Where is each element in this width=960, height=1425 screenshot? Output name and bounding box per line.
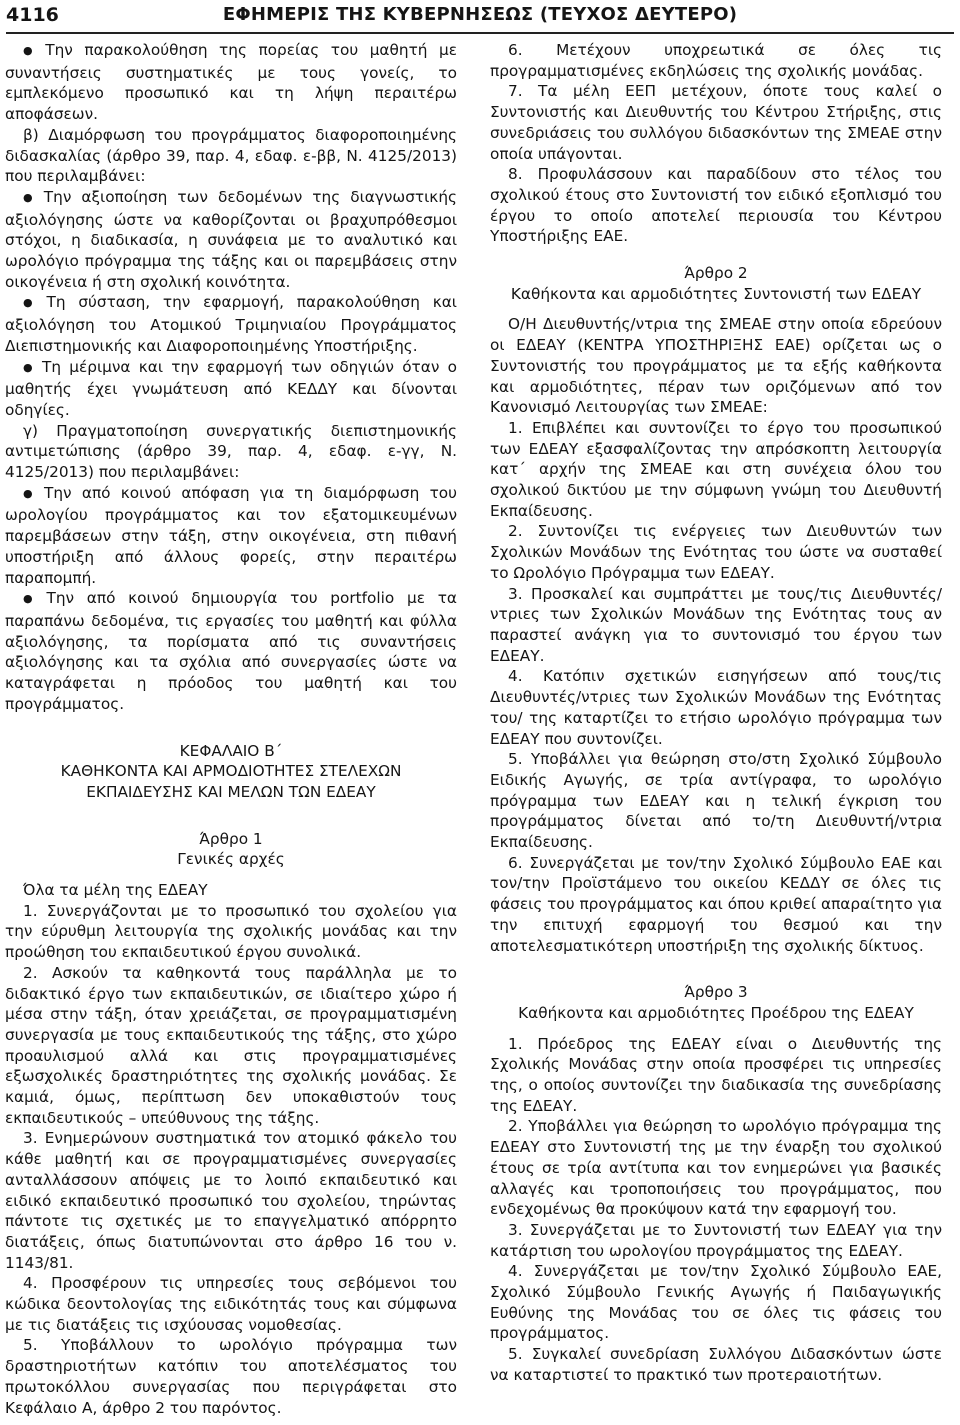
numbered-paragraph: 1. Επιβλέπει και συντονίζει το έργο του προσωπικού των ΕΔΕΑΥ εξασφαλίζοντας την απρόσκοπτη λειτουργία κατ΄ αρχήν της ΣΜΕΑΕ και στη συνέχεια όλου του σχολικού δικτύου με την σύμφωνη γνώμη του Διευθυντή Εκπαίδευσης. <box>490 418 942 520</box>
chapter-title-line: ΕΚΠΑΙΔΕΥΣΗΣ ΚΑΙ ΜΕΛΩΝ ΤΩΝ ΕΔΕΑΥ <box>86 782 376 801</box>
numbered-paragraph: 1. Συνεργάζονται με το προσωπικό του σχολείου για την εύρυθμη λειτουργία της σχολικής μονάδας και την προώθηση του εκπαιδευτικού έργου συνολικά. <box>5 901 457 962</box>
header-divider <box>6 32 954 34</box>
left-column <box>5 40 457 1420</box>
article-title: Καθήκοντα και αρμοδιότητες Προέδρου της ΕΔΕΑΥ <box>518 1003 914 1022</box>
numbered-paragraph: 5. Συγκαλεί συνεδρίαση Συλλόγου Διδασκόντων ώστε να καταρτιστεί το πρακτικό των προτεραιοτήτων. <box>490 1345 942 1384</box>
paragraph: β) Διαμόρφωση του προγράμματος διαφοροποιημένης διδασκαλίας (άρθρο 39, παρ. 4, εδαφ. ε-ββ, Ν. 4125/2013) που περιλαμβάνει: <box>5 125 457 186</box>
bullet-paragraph: ● Την από κοινού απόφαση για τη διαμόρφωση του ωρολογίου προγράμματος και τον εξατομικευμένων παρεμβάσεων στην τάξη, στην οικογένεια, στη πιθανή υποστήριξη από άλλους φορείς, στην περαιτέρω παραπομπή. <box>5 483 457 589</box>
numbered-paragraph: 8. Προφυλάσσουν και παραδίδουν στο τέλος του σχολικού έτους στο Συντονιστή τον ειδικό εξοπλισμό του έργου το οποίο αποτελεί περιουσία του Κέντρου Υποστήριξης ΕΑΕ. <box>490 165 942 246</box>
numbered-paragraph: 3. Ενημερώνουν συστηματικά τον ατομικό φάκελο του κάθε μαθητή και σε προγραμματισμένες συνεργασίες ανταλλάσσουν απόψεις με το λοιπό εκπαιδευτικό και ειδικό εκπαιδευτικό προσωπικό του σχολείου, τηρώντας πάντοτε τις σχετικές με το επαγγελματικό απόρρητο διατάξεις, όπως διατυπώνονται στο άρθρο 16 του ν. 1143/81. <box>5 1129 457 1272</box>
article-heading: Άρθρο 2 <box>684 264 748 283</box>
article-title: Γενικές αρχές <box>177 850 285 869</box>
chapter-heading: ΚΕΦΑΛΑΙΟ Β΄ <box>179 741 283 760</box>
bullet-paragraph: ● Την παρακολούθηση της πορείας του μαθητή με συναντήσεις συστηματικές με τους γονείς, το εμπλεκόμενο προσωπικό και τη λήψη περαιτέρω αποφάσεων. <box>5 40 457 125</box>
numbered-paragraph: 4. Προσφέρουν τις υπηρεσίες τους σεβόμενοι του κώδικα δεοντολογίας της ειδικότητάς τους και σύμφωνα με τις διατάξεις τις ισχύουσας νομοθεσίας. <box>5 1274 457 1334</box>
gazette-title: ΕΦΗΜΕΡΙΣ ΤΗΣ ΚΥΒΕΡΝΗΣΕΩΣ (ΤΕΥΧΟΣ ΔΕΥΤΕΡΟ) <box>222 4 738 25</box>
numbered-paragraph: 6. Συνεργάζεται με τον/την Σχολικό Σύμβουλο ΕΑΕ και τον/την Προϊστάμενο του οικείου ΚΕΔΔΥ σε όλες τις φάσεις του προγράμματος και όπου κριθεί απαραίτητο για την επιτυχή εφαρμογή του θεσμού και την αποτελεσματικότερη υποστήριξη της σχολικής δίκτυος. <box>490 853 942 955</box>
numbered-paragraph: 2. Υποβάλλει για θεώρηση το ωρολόγιο πρόγραμμα της ΕΔΕΑΥ στο Συντονιστή της με την έναρξη του σχολικού έτους σε τρία αντίτυπα και τον ενημερώνει για βασικές αλλαγές και τροποποιήσεις του προγράμματος, που ενδεχομένως θα προκύψουν κατά την εφαρμογή του. <box>490 1117 942 1219</box>
numbered-paragraph: 7. Τα μέλη ΕΕΠ μετέχουν, όποτε τους καλεί ο Συντονιστής και Διευθυντής του Κέντρου Στήριξης, στις συνεδριάσεις του συλλόγου διδασκόντων της ΣΜΕΑΕ στην οποία υπάγονται. <box>490 82 942 163</box>
paragraph: Όλα τα μέλη της ΕΔΕΑΥ <box>23 881 208 900</box>
numbered-paragraph: 6. Μετέχουν υποχρεωτικά σε όλες τις προγραμματισμένες εκδηλώσεις της σχολικής μονάδας. <box>490 41 942 80</box>
article-title: Καθήκοντα και αρμοδιότητες Συντονιστή των ΕΔΕΑΥ <box>510 284 922 303</box>
page-number: 4116 <box>6 4 59 26</box>
numbered-paragraph: 1. Πρόεδρος της ΕΔΕΑΥ είναι ο Διευθυντής της Σχολικής Μονάδας στην οποία προσφέρει τις υπηρεσίες της, ο οποίος συντονίζει την διαδικασία της συνεδρίασης της ΕΔΕΑΥ. <box>490 1034 942 1115</box>
article-heading: Άρθρο 1 <box>199 829 263 848</box>
numbered-paragraph: 3. Συνεργάζεται με το Συντονιστή των ΕΔΕΑΥ για την κατάρτιση του ωρολογίου προγράμματος της ΕΔΕΑΥ. <box>490 1220 942 1260</box>
numbered-paragraph: 2. Συντονίζει τις ενέργειες των Διευθυντών των Σχολικών Μονάδων της Ενότητας του ώστε να συσταθεί το Ωρολόγιο Πρόγραμμα των ΕΔΕΑΥ. <box>490 522 942 582</box>
article-heading: Άρθρο 3 <box>684 983 748 1002</box>
chapter-title-line: ΚΑΘΗΚΟΝΤΑ ΚΑΙ ΑΡΜΟΔΙΟΤΗΤΕΣ ΣΤΕΛΕΧΩΝ <box>60 762 402 781</box>
paragraph: Ο/Η Διευθυντής/ντρια της ΣΜΕΑΕ στην οποία εδρεύουν οι ΕΔΕΑΥ (ΚΕΝΤΡΑ ΥΠΟΣΤΗΡΙΞΗΣ ΕΑΕ) ορίζεται ως ο Συντονιστής του προγράμματος με τα εξής καθήκοντα και αρμοδιότητες, πέραν των οριζόμενων από τον Κανονισμό Λειτουργίας των ΣΜΕΑΕ: <box>490 315 942 417</box>
numbered-paragraph: 4. Κατόπιν σχετικών εισηγήσεων από τους/τις Διευθυντές/ντριες των Σχολικών Μονάδων της Ενότητας του/ της καταρτίζει το ετήσιο ωρολόγιο πρόγραμμα των ΕΔΕΑΥ που συντονίζει. <box>490 667 942 748</box>
numbered-paragraph: 2. Ασκούν τα καθηκοντά τους παράλληλα με το διδακτικό έργο των εκπαιδευτικών, σε ιδιαίτερο χώρο ή μέσα στην τάξη, όταν χρειάζεται, σε προγραμματισμένη συνεργασία με τους εκπαιδευτικούς της τάξης, στο χώρο προαυλισμού αλλά και στις προγραμματισμένες εξωσχολικές δραστηριότητες της σχολικής μονάδας. Σε καμιά, όμως, περίπτωση δεν υποκαθιστούν τους εκπαιδευτικούς – υπεύθυνους της τάξης. <box>5 963 457 1127</box>
numbered-paragraph: 5. Υποβάλλει για θεώρηση στο/στη Σχολικό Σύμβουλο Ειδικής Αγωγής, σε τρία αντίγραφα, το ωρολόγιο πρόγραμμα των ΕΔΕΑΥ και η τελική έγκριση του προγράμματος δίνεται από το/τη Διευθυντή/ντρια Εκπαίδευσης. <box>490 750 942 852</box>
page-header <box>0 0 960 36</box>
bullet-paragraph: ● Την από κοινού δημιουργία του portfolio με τα παραπάνω δεδομένα, τις εργασίες του μαθητή και φύλλα αξιολόγησης, τα πορίσματα από τις συναντήσεις αξιολόγησης και τα σχόλια από συνεργασίες ώστε να καταγράφεται η πρόοδος του μαθητή και του προγράμματος. <box>5 588 457 714</box>
right-column <box>490 40 942 1420</box>
bullet-paragraph: ● Τη μέριμνα και την εφαρμογή των οδηγιών όταν ο μαθητής έχει γνωμάτευση από ΚΕΔΔΥ και δίνονται οδηγίες. <box>5 357 457 421</box>
numbered-paragraph: 4. Συνεργάζεται με τον/την Σχολικό Σύμβουλο ΕΑΕ, Σχολικό Σύμβουλο Γενικής Αγωγής ή Παιδαγωγικής Ευθύνης της Μονάδας του σε όλες τις φάσεις του προγράμματος. <box>490 1262 942 1343</box>
numbered-paragraph: 3. Προσκαλεί και συμπράττει με τους/τις Διευθυντές/ντριες των Σχολικών Μονάδων της Ενότητας τους αν παραστεί ανάγκη για το συντονισμό του έργου των ΕΔΕΑΥ. <box>490 584 942 665</box>
numbered-paragraph: 5. Υποβάλλουν το ωρολόγιο πρόγραμμα των δραστηριοτήτων κατόπιν του αποτελέσματος του πρωτοκόλλου συνεργασίας που περιγράφεται στο Κεφάλαιο Α, άρθρο 2 του παρόντος. <box>5 1336 457 1417</box>
bullet-paragraph: ● Τη σύσταση, την εφαρμογή, παρακολούθηση και αξιολόγηση του Ατομικού Τριμηνιαίου Προγράμματος Διεπιστημονικής και Διαφοροποιημένης Υποστήριξης. <box>5 292 457 356</box>
paragraph: γ) Πραγματοποίηση συνεργατικής διεπιστημονικής αντιμετώπισης (άρθρο 39, παρ. 4, εδαφ. ε-γγ, Ν. 4125/2013) που περιλαμβάνει: <box>5 421 457 482</box>
bullet-paragraph: ● Την αξιοποίηση των δεδομένων της διαγνωστικής αξιολόγησης ώστε να καθορίζονται οι βραχυπρόθεσμοι στόχοι, η διαδικασία, η συνάφεια με το αναλυτικό και ωρολόγιο πρόγραμμα της τάξης και οι παρεμβάσεις στην οικογένεια ή στη σχολική κοινότητα. <box>5 187 457 293</box>
